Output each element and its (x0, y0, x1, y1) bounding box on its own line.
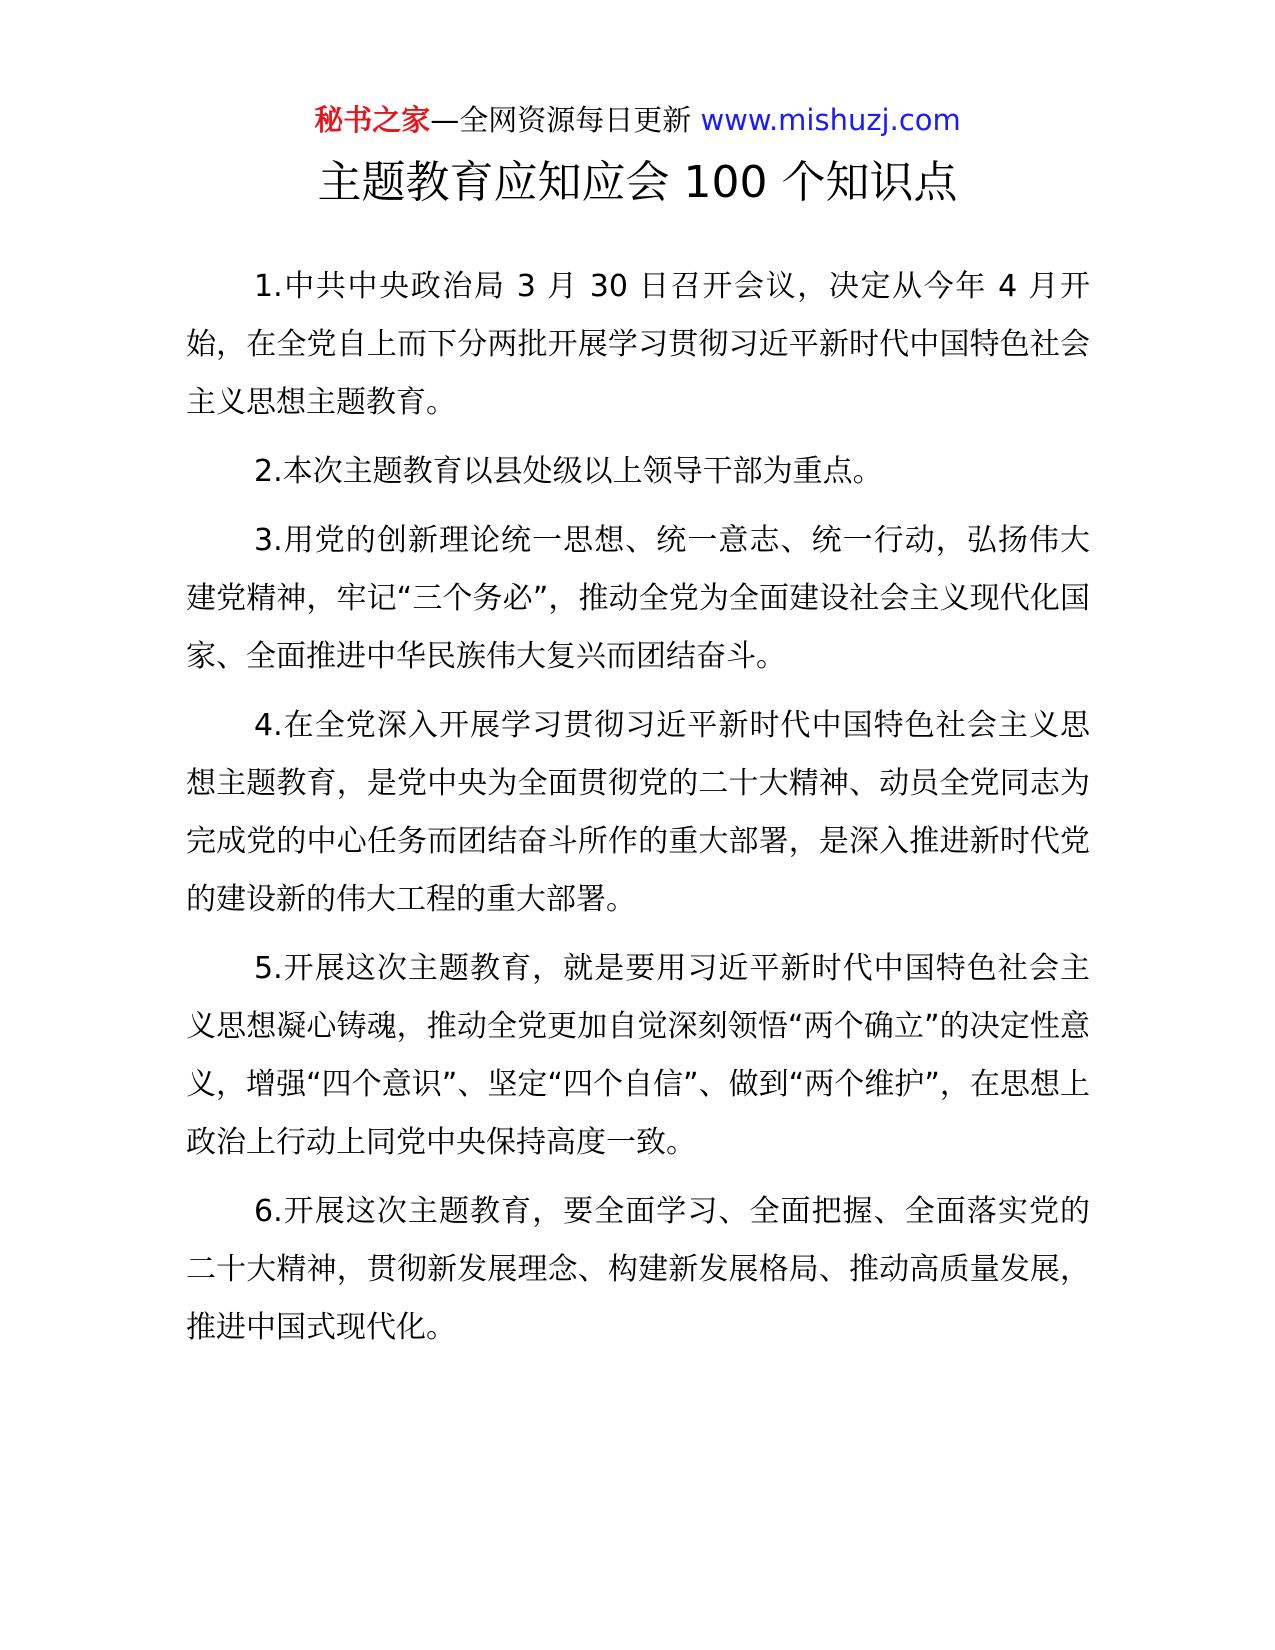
knowledge-point-2: 2.本次主题教育以县处级以上领导干部为重点。 (254, 454, 883, 489)
document-body (186, 258, 1090, 1368)
site-header (0, 100, 1275, 140)
site-url-link[interactable]: www.mishuzj.com (700, 103, 961, 137)
document-title: 主题教育应知应会 100 个知识点 (317, 157, 958, 208)
knowledge-point-3: 3.用党的创新理论统一思想、统一意志、统一行动，弘扬伟大建党精神，牢记“三个务必”，推动全党为全面建设社会主义现代化国家、全面推进中华民族伟大复兴而团结奋斗。 (186, 523, 1090, 674)
header-slogan: —全网资源每日更新 (430, 103, 692, 137)
brand-name: 秘书之家 (314, 103, 431, 137)
knowledge-point-4: 4.在全党深入开展学习贯彻习近平新时代中国特色社会主义思想主题教育，是党中央为全面贯彻党的二十大精神、动员全党同志为完成党的中心任务而团结奋斗所作的重大部署，是深入推进新时代党的建设新的伟大工程的重大部署。 (186, 708, 1090, 917)
knowledge-point-1: 1.中共中央政治局 3 月 30 日召开会议，决定从今年 4 月开始，在全党自上而下分两批开展学习贯彻习近平新时代中国特色社会主义思想主题教育。 (186, 269, 1090, 420)
knowledge-point-5: 5.开展这次主题教育，就是要用习近平新时代中国特色社会主义思想凝心铸魂，推动全党更加自觉深刻领悟“两个确立”的决定性意义，增强“四个意识”、坚定“四个自信”、做到“两个维护”，在思想上政治上行动上同党中央保持高度一致。 (186, 951, 1090, 1160)
knowledge-point-6: 6.开展这次主题教育，要全面学习、全面把握、全面落实党的二十大精神，贯彻新发展理念、构建新发展格局、推动高质量发展，推进中国式现代化。 (186, 1194, 1090, 1345)
